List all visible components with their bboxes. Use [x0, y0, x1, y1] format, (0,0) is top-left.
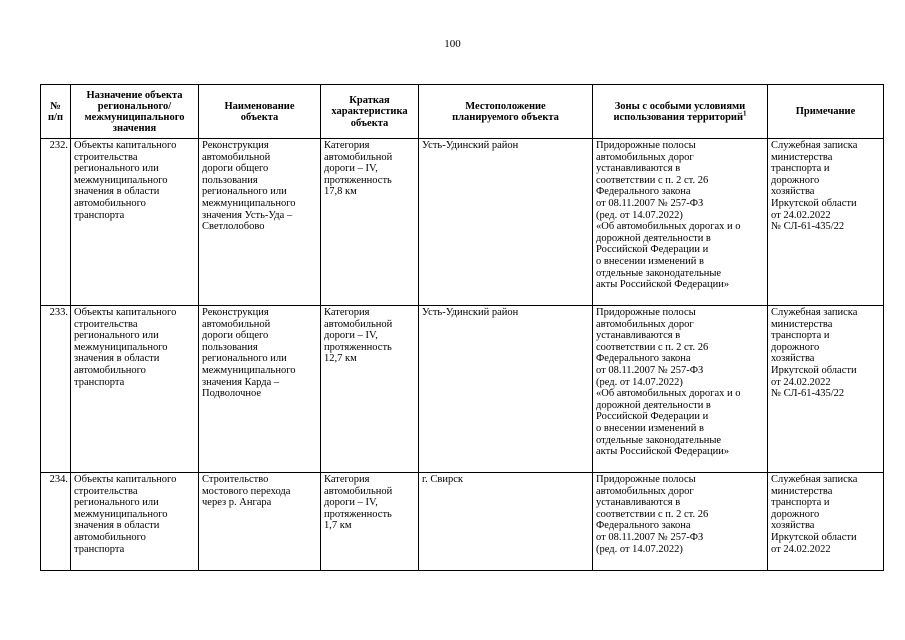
cell-note: Служебная записка министерства транспорта и дорожного хозяйства Иркутской области от 24.02.2022 [768, 473, 884, 571]
page-number: 100 [444, 38, 461, 50]
cell-name: Реконструкция автомобильной дороги общего пользования регионального или межмуниципального значения Карда – Подволочное [199, 306, 321, 473]
cell-zones: Придорожные полосы автомобильных дорог устанавливаются в соответствии с п. 2 ст. 26 Федерального закона от 08.11.2007 № 257-ФЗ (ред. от 14.07.2022) «Об автомобильных дорогах и о дорожной деятельности в Российской Федерации и о внесении изменений в отдельные законодательные акты Российской Федерации» [593, 139, 768, 306]
table-row [41, 473, 884, 571]
cell-short: Категория автомобильной дороги – IV, протяженность 1,7 км [321, 473, 419, 571]
header-short: Краткая характеристика объекта [321, 85, 419, 139]
footnote-marker: 1 [743, 109, 747, 118]
table-header-row [41, 85, 884, 139]
header-note: Примечание [768, 85, 884, 139]
cell-short: Категория автомобильной дороги – IV, протяженность 12,7 км [321, 306, 419, 473]
cell-note: Служебная записка министерства транспорта и дорожного хозяйства Иркутской области от 24.02.2022 № СЛ-61-435/22 [768, 139, 884, 306]
header-location: Местоположение планируемого объекта [419, 85, 593, 139]
table-row [41, 306, 884, 473]
cell-zones: Придорожные полосы автомобильных дорог устанавливаются в соответствии с п. 2 ст. 26 Федерального закона от 08.11.2007 № 257-ФЗ (ред. от 14.07.2022) [593, 473, 768, 571]
header-num: № п/п [41, 85, 71, 139]
header-name: Наименование объекта [199, 85, 321, 139]
header-zones: Зоны с особыми условиями использования территорий$^1$ [593, 85, 768, 139]
cell-name: Реконструкция автомобильной дороги общего пользования регионального или межмуниципального значения Усть-Уда – Светлолобово [199, 139, 321, 306]
cell-location: Усть-Удинский район [419, 306, 593, 473]
objects-table [40, 84, 884, 571]
cell-purpose: Объекты капитального строительства регионального или межмуниципального значения в области автомобильного транспорта [71, 473, 199, 571]
cell-short: Категория автомобильной дороги – IV, протяженность 17,8 км [321, 139, 419, 306]
cell-name: Строительство мостового перехода через р. Ангара [199, 473, 321, 571]
cell-note: Служебная записка министерства транспорта и дорожного хозяйства Иркутской области от 24.02.2022 № СЛ-61-435/22 [768, 306, 884, 473]
cell-purpose: Объекты капитального строительства регионального или межмуниципального значения в области автомобильного транспорта [71, 139, 199, 306]
cell-num: 234. [41, 473, 71, 571]
cell-purpose: Объекты капитального строительства регионального или межмуниципального значения в области автомобильного транспорта [71, 306, 199, 473]
cell-num: 233. [41, 306, 71, 473]
cell-zones: Придорожные полосы автомобильных дорог устанавливаются в соответствии с п. 2 ст. 26 Федерального закона от 08.11.2007 № 257-ФЗ (ред. от 14.07.2022) «Об автомобильных дорогах и о дорожной деятельности в Российской Федерации и о внесении изменений в отдельные законодательные акты Российской Федерации» [593, 306, 768, 473]
header-purpose: Назначение объекта регионального/ межмуниципального значения [71, 85, 199, 139]
cell-num: 232. [41, 139, 71, 306]
cell-location: г. Свирск [419, 473, 593, 571]
cell-location: Усть-Удинский район [419, 139, 593, 306]
table-row [41, 139, 884, 306]
